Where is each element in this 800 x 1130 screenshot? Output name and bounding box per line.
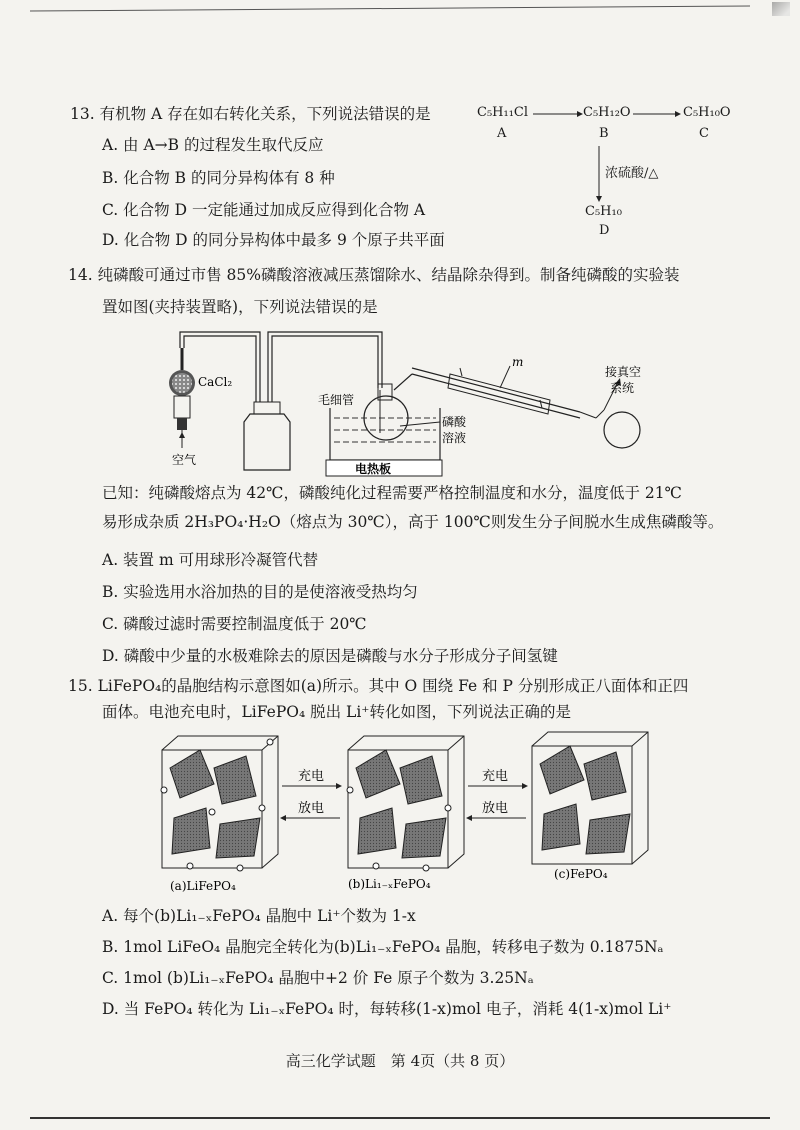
capillary-label: 毛细管 [318, 393, 355, 407]
compound-a-label: A [497, 126, 507, 141]
cell-a [161, 736, 278, 871]
q15-option-c: C. 1mol (b)Li₁₋ₓFePO₄ 晶胞中+2 价 Fe 原子个数为 3.25Nₐ [102, 969, 534, 987]
condenser-m [394, 366, 580, 418]
q14-option-c: C. 磷酸过滤时需要控制温度低于 20℃ [102, 615, 367, 633]
discharge-label-2: 放电 [482, 801, 509, 816]
q15-stem-line1: 15. LiFePO₄的晶胞结构示意图如(a)所示。其中 O 围绕 Fe 和 P 分别形成正八面体和正四 [68, 677, 689, 695]
bottom-rule [30, 1117, 770, 1119]
q13-option-a: A. 由 A→B 的过程发生取代反应 [102, 136, 324, 154]
vacuum-label-1: 接真空 [605, 365, 642, 379]
compound-b-formula: C₅H₁₂O [583, 105, 631, 120]
q13-reaction-scheme [475, 100, 745, 250]
compound-d-label: D [599, 223, 610, 238]
air-label: 空气 [172, 453, 197, 467]
q14-stem-line1: 14. 纯磷酸可通过市售 85%磷酸溶液减压蒸馏除水、结晶除杂得到。制备纯磷酸的实验装 [68, 266, 680, 284]
vacuum-label-2: 系统 [610, 381, 635, 395]
q14-option-d: D. 磷酸中少量的水极难除去的原因是磷酸与水分子形成分子间氢键 [102, 647, 558, 665]
q14-option-b: B. 实验选用水浴加热的目的是使溶液受热均匀 [102, 583, 418, 601]
compound-a-formula: C₅H₁₁Cl [477, 105, 529, 120]
compound-b-label: B [599, 126, 609, 141]
q15-stem-line2: 面体。电池充电时，LiFePO₄ 脱出 Li⁺转化如图，下列说法正确的是 [102, 703, 571, 721]
phosphoric-acid-label-1: 磷酸 [442, 415, 467, 429]
top-rule [30, 5, 750, 11]
cell-b [347, 736, 464, 871]
cacl2-label: CaCl₂ [198, 375, 233, 389]
condition-label: 浓硫酸/△ [605, 166, 659, 181]
phosphoric-acid-label-2: 溶液 [442, 431, 467, 445]
q13-option-d: D. 化合物 D 的同分异构体中最多 9 个原子共平面 [102, 231, 445, 249]
caption-b: (b)Li₁₋ₓFePO₄ [348, 877, 431, 891]
compound-d-formula: C₅H₁₀ [585, 204, 622, 219]
crystal-cell-figure [150, 728, 670, 898]
cell-c [532, 732, 648, 864]
discharge-label-1: 放电 [298, 801, 325, 816]
caption-c: (c)FePO₄ [554, 867, 608, 881]
charge-label-1: 充电 [298, 769, 325, 784]
q14-option-a: A. 装置 m 可用球形冷凝管代替 [102, 551, 319, 569]
corner-shadow [772, 2, 790, 16]
compound-c-formula: C₅H₁₀O [683, 105, 731, 120]
page-footer: 高三化学试题 第 4页（共 8 页） [285, 1052, 515, 1070]
q14-known-line2: 易形成杂质 2H₃PO₄·H₂O（熔点为 30℃），高于 100℃则发生分子间脱水生成焦磷酸等。 [102, 513, 724, 531]
drying-tube [169, 348, 195, 443]
q15-option-a: A. 每个(b)Li₁₋ₓFePO₄ 晶胞中 Li⁺个数为 1-x [102, 907, 416, 925]
q15-option-b: B. 1mol LiFeO₄ 晶胞完全转化为(b)Li₁₋ₓFePO₄ 晶胞，转移电子数为 0.1875Nₐ [102, 938, 664, 956]
caption-a: (a)LiFePO₄ [170, 879, 236, 893]
compound-c-label: C [699, 126, 709, 141]
charge-label-2: 充电 [482, 769, 509, 784]
heater-label: 电热板 [355, 462, 392, 476]
condenser-label: m [512, 355, 524, 369]
q15-option-d: D. 当 FePO₄ 转化为 Li₁₋ₓFePO₄ 时，每转移(1-x)mol 电子，消耗 4(1-x)mol Li⁺ [102, 1000, 672, 1018]
q13-option-b: B. 化合物 B 的同分异构体有 8 种 [102, 169, 335, 187]
q13-stem: 13. 有机物 A 存在如右转化关系，下列说法错误的是 [70, 105, 431, 123]
gas-washing-bottle [244, 402, 290, 470]
q14-known-line1: 已知：纯磷酸熔点为 42℃，磷酸纯化过程需要严格控制温度和水分，温度低于 21℃ [102, 484, 682, 502]
q13-option-c: C. 化合物 D 一定能通过加成反应得到化合物 A [102, 201, 426, 219]
distillation-apparatus [150, 318, 670, 478]
q14-stem-line2: 置如图(夹持装置略)，下列说法错误的是 [102, 298, 378, 316]
scheme-arrows [475, 100, 745, 250]
